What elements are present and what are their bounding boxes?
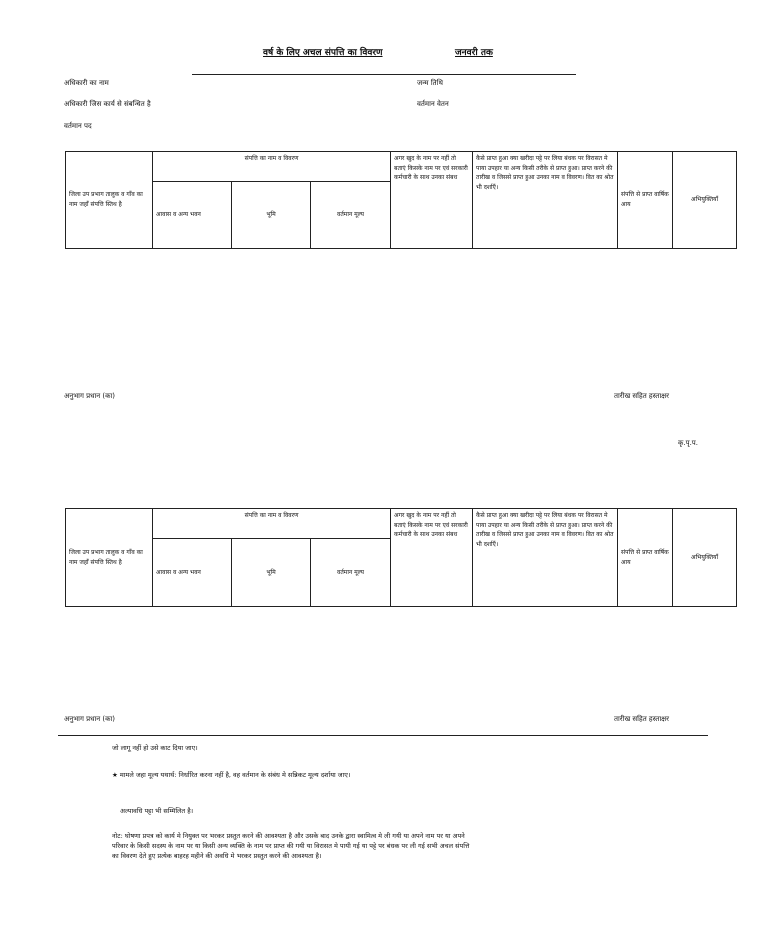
officer-name-label: अधिकारी का नाम	[64, 79, 109, 87]
col-owner: अगर खुद के नाम पर नहीं तो बताएं किसके नाम पर एवं सरकारी कर्मचारी के साथ उनका संबध	[391, 152, 473, 249]
col-remarks: अभियुक्तियाँ	[673, 509, 737, 607]
designation-label: वर्तमान पद	[64, 122, 92, 130]
col-land: भूमि	[232, 539, 311, 607]
col-value: वर्तमान मूल्य	[311, 539, 391, 607]
title-suffix: जनवरी तक	[455, 48, 493, 58]
notes-divider	[58, 735, 708, 736]
col-location: जिला उप प्रभाग तालुक व गाँव का नाम जहाँ संपत्ति स्तिथ है	[66, 509, 153, 607]
note-declaration: नोट: घोषणा प्रपत्र को कार्य मे नियुक्त पर भरकर प्रस्तुत करने की आवश्यता है और उसके बाद उनके द्वारा स्वामित्व मे ली गयी या अपने नाम पर या अपने परिवार के किसी सदस्य के नाम पर या किसी अन्य व्यक्ति के नाम पर प्राप्त की गयी या विरासत मे पायी गई या पट्टे पर बंधक पर ली गई सभी अचल संपत्ति का विवरण देते हुए प्रत्येक बाहरह महीने की अवधि मे भरकर प्रस्तुत करने की आवश्यता है।	[112, 832, 470, 861]
section-head-label: अनुभाग प्रधान (का)	[64, 715, 115, 723]
col-housing: आवास व अन्य भवन	[153, 182, 232, 249]
col-location: जिला उप प्रभाग तालुक व गाँव का नाम जहाँ संपत्ति स्तिथ है	[66, 152, 153, 249]
col-property-group: संपत्ति का नाम व विवरण	[153, 152, 391, 182]
property-table	[65, 151, 737, 249]
salary-label: वर्तमान वेतन	[417, 100, 449, 108]
section-head-label: अनुभाग प्रधान (का)	[64, 392, 115, 400]
dob-label: जन्म तिथि	[417, 79, 443, 87]
col-income: संपत्ति से प्राप्त वार्षिक आय	[618, 509, 673, 607]
signature-label: तारीख सहित हस्ताक्षर	[614, 392, 670, 400]
note-approx-value: ★ मामले जहा मूल्य यथार्थ: निर्धारित करना नहीं है, वह वर्तमान के संबंध मे सन्निकट मूल्य दर्शाया जाए।	[112, 771, 351, 779]
property-table	[65, 508, 737, 607]
col-owner: अगर खुद के नाम पर नहीं तो बताएं किसके नाम पर एवं सरकारी कर्मचारी के साथ उनका संबध	[391, 509, 473, 607]
note-not-applicable: जो लागू नहीं हो उसे काट दिया जाए।	[112, 744, 198, 752]
col-remarks: अभियुक्तियाँ	[673, 152, 737, 249]
col-income: संपत्ति से प्राप्त वार्षिक आय	[618, 152, 673, 249]
col-housing: आवास व अन्य भवन	[153, 539, 232, 607]
pto-label: कृ.पृ.प.	[678, 439, 699, 447]
col-acquired: कैसे प्राप्त हुआ क्या खरीदा पट्टे पर लिया बंधक पर विरासत मे पाया उपहार या अन्य किसी तरीके से प्राप्त हुआ। प्राप्त करने की तारीख व जिससे प्राप्त हुआ उनका नाम व विवरण। वित का श्रोत भी दर्शाएँ।	[473, 152, 618, 249]
page-title	[263, 45, 383, 58]
office-label: अधिकारी जिस कार्य से संबन्धित है	[64, 100, 151, 108]
col-property-group: संपत्ति का नाम व विवरण	[153, 509, 391, 539]
note-short-lease: अल्पावधि पट्टा भी सम्मिलित है।	[120, 807, 194, 815]
title-divider	[192, 74, 576, 75]
col-acquired: कैसे प्राप्त हुआ क्या खरीदा पट्टे पर लिया बंधक पर विरासत मे पाया उपहार या अन्य किसी तरीके से प्राप्त हुआ। प्राप्त करने की तारीख व जिससे प्राप्त हुआ उनका नाम व विवरण। वित का श्रोत भी दर्शाएँ।	[473, 509, 618, 607]
col-land: भूमि	[232, 182, 311, 249]
title-text: वर्ष के लिए अचल संपत्ति का विवरण	[263, 48, 383, 58]
signature-label: तारीख सहित हस्ताक्षर	[614, 715, 670, 723]
col-value: वर्तमान मूल्य	[311, 182, 391, 249]
